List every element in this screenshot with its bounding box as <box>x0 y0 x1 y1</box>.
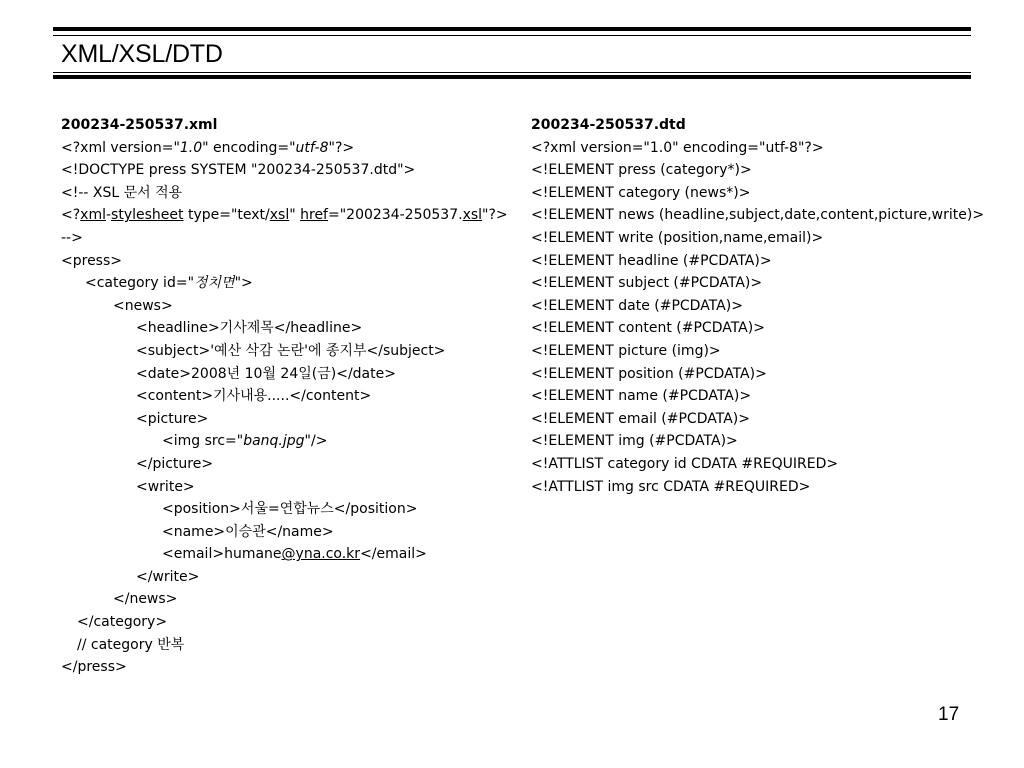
dtd-line: <!ELEMENT write (position,name,email)> <box>531 229 824 246</box>
slide-title: XML/XSL/DTD <box>61 40 223 68</box>
code-text: - <box>105 207 112 224</box>
code-text: </email> <box>360 546 427 563</box>
dtd-line: <!ELEMENT img (#PCDATA)> <box>531 433 738 450</box>
xml-line: --> <box>61 229 83 246</box>
code-value: "banq.jpg" <box>236 433 311 450</box>
xml-line <box>61 430 508 453</box>
xml-line: </press> <box>61 659 127 676</box>
code-text: <? <box>61 207 81 224</box>
xml-line <box>61 272 508 295</box>
xml-line: <position>서울=연합뉴스</position> <box>162 501 418 518</box>
title-rule-bottom-thin <box>53 72 971 73</box>
dtd-line: <!ELEMENT position (#PCDATA)> <box>531 365 767 382</box>
code-value: "정치면" <box>187 275 242 292</box>
dtd-line: <!ELEMENT headline (#PCDATA)> <box>531 252 772 269</box>
dtd-file-title: 200234-250537.dtd <box>531 117 686 133</box>
code-value: "1.0" <box>173 139 209 156</box>
dtd-line: <!ELEMENT email (#PCDATA)> <box>531 410 750 427</box>
page-number: 17 <box>938 704 960 725</box>
dtd-line: <!ELEMENT press (category*)> <box>531 162 752 179</box>
xml-line: <headline>기사제목</headline> <box>136 320 363 337</box>
xml-line: <write> <box>136 478 195 495</box>
code-underlined: xsl <box>269 207 290 224</box>
xml-line: <content>기사내용.....</content> <box>136 388 372 405</box>
dtd-line: <?xml version="1.0" encoding="utf-8"?> <box>531 139 824 156</box>
code-text: /> <box>310 433 328 450</box>
xml-line: </write> <box>136 568 200 585</box>
xml-line: <news> <box>113 297 173 314</box>
xml-line: </news> <box>113 591 178 608</box>
xml-line: </category> <box>77 614 168 631</box>
xml-line: <picture> <box>136 410 209 427</box>
title-rule-bottom-thick <box>53 75 971 79</box>
xml-line: // category 반복 <box>77 636 185 653</box>
dtd-line: <!ELEMENT category (news*)> <box>531 184 751 201</box>
xml-code-block <box>61 114 508 679</box>
xml-line: <!DOCTYPE press SYSTEM "200234-250537.dtd"> <box>61 162 416 179</box>
code-text: <?xml version= <box>61 139 174 156</box>
xml-line: <press> <box>61 252 122 269</box>
xml-line: </picture> <box>136 455 214 472</box>
xml-line <box>61 137 508 160</box>
code-text: "?> <box>482 207 508 224</box>
code-value: "utf-8" <box>289 139 335 156</box>
dtd-line: <!ELEMENT news (headline,subject,date,content,picture,write)> <box>531 207 985 224</box>
code-text: <img src= <box>162 433 237 450</box>
dtd-line: <!ATTLIST category id CDATA #REQUIRED> <box>531 455 839 472</box>
code-text: " <box>289 207 301 224</box>
dtd-code-block <box>531 114 984 498</box>
xml-line: <subject>'예산 삭감 논란'에 종지부</subject> <box>136 342 446 359</box>
dtd-line: <!ELEMENT name (#PCDATA)> <box>531 388 752 405</box>
xml-line: <!-- XSL 문서 적용 <box>61 184 183 201</box>
code-text: ?> <box>334 139 355 156</box>
code-text: encoding= <box>208 139 290 156</box>
email-link[interactable]: @yna.co.kr <box>281 546 361 563</box>
code-text: <category id= <box>85 275 188 292</box>
xml-line: <date>2008년 10월 24일(금)</date> <box>136 365 396 382</box>
code-underlined: href <box>300 207 328 224</box>
dtd-line: <!ELEMENT content (#PCDATA)> <box>531 320 765 337</box>
dtd-line: <!ELEMENT subject (#PCDATA)> <box>531 275 763 292</box>
title-rule-top-thick <box>53 27 971 31</box>
dtd-line: <!ELEMENT date (#PCDATA)> <box>531 297 743 314</box>
code-text: <email>humane <box>162 546 282 563</box>
xml-line <box>61 204 508 227</box>
xml-file-title: 200234-250537.xml <box>61 117 218 133</box>
title-rule-top-thin <box>53 35 971 36</box>
xml-line <box>61 543 508 566</box>
dtd-line: <!ATTLIST img src CDATA #REQUIRED> <box>531 478 811 495</box>
code-underlined: stylesheet <box>111 207 184 224</box>
dtd-line: <!ELEMENT picture (img)> <box>531 342 721 359</box>
code-text: ="200234-250537. <box>328 207 463 224</box>
code-text: type="text/ <box>183 207 270 224</box>
code-underlined: xsl <box>462 207 483 224</box>
code-text: > <box>241 275 253 292</box>
code-underlined: xml <box>80 207 106 224</box>
xml-line: <name>이승관</name> <box>162 523 334 540</box>
